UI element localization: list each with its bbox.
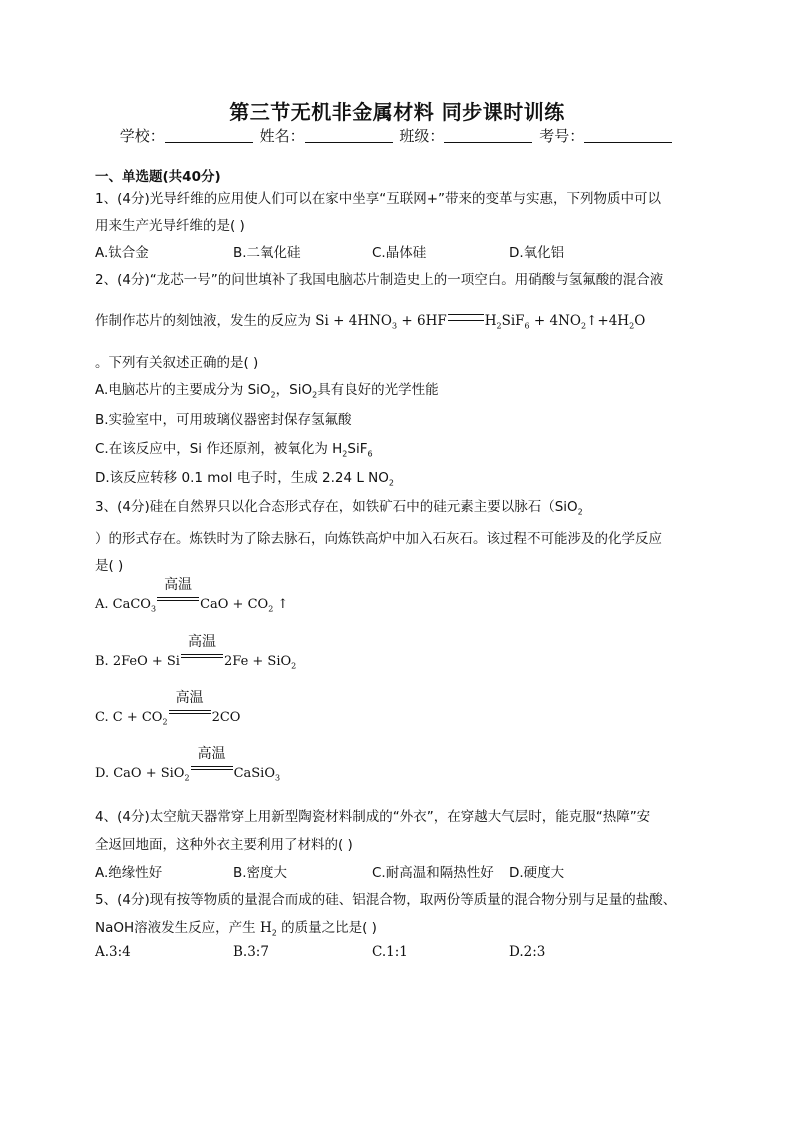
q1-line2: 用来生产光导纤维的是( ) <box>95 218 245 234</box>
q5-option-c: C.1:1 <box>372 944 408 960</box>
q2-option-a: A.电脑芯片的主要成分为 SiO$_2$，SiO$_2$具有良好的光学性能 <box>95 382 439 400</box>
condition-high-temp: 高温 <box>169 709 211 723</box>
q5-line2: NaOH溶液发生反应，产生 $H_2$ 的质量之比是( ) <box>95 920 377 938</box>
q1-option-a: A.钛合金 <box>95 245 149 261</box>
q5-option-a: A.3:4 <box>95 944 131 960</box>
examno-field[interactable] <box>584 128 672 143</box>
q4-option-a: A.绝缘性好 <box>95 865 163 881</box>
name-label: 姓名： <box>259 127 305 145</box>
q1-option-b: B.二氧化硅 <box>233 245 301 261</box>
q5-option-b: B.3:7 <box>233 944 269 960</box>
q3-option-a: A. CaCO$_3$ 高温 CaO + $CO_2$ ↑ <box>95 577 289 614</box>
school-field[interactable] <box>165 128 253 143</box>
examno-label: 考号： <box>539 127 585 145</box>
q4-option-d: D.硬度大 <box>509 865 565 881</box>
q4-line1: 4、(4分)太空航天器常穿上用新型陶瓷材料制成的“外衣”，在穿越大气层时，能克服“热障”安 <box>95 809 651 825</box>
q2-line1: 2、(4分)“龙芯一号”的问世填补了我国电脑芯片制造史上的一项空白。用硝酸与氢氟酸的混合液 <box>95 272 664 288</box>
q3-line2: ）的形式存在。炼铁时为了除去脉石，向炼铁高炉中加入石灰石。该过程不可能涉及的化学反应 <box>95 531 662 547</box>
q4-option-c: C.耐高温和隔热性好 <box>372 865 494 881</box>
q2-equation: $Si + 4HNO_3 + 6HF$ $H_2SiF_6$ + $4NO_2↑+4H_2O$ <box>315 313 646 331</box>
q3-option-c: C. $C + CO_2$ 高温 2CO <box>95 690 241 727</box>
q1-option-d: D.氧化铝 <box>509 245 565 261</box>
q3-line3: 是( ) <box>95 558 124 574</box>
q2-option-c: C.在该反应中，Si 作还原剂，被氧化为 $H_2SiF_6$ <box>95 441 373 459</box>
q2-option-d: D.该反应转移 0.1 mol 电子时，生成 2.24 L $NO_2$ <box>95 470 394 488</box>
student-info-line <box>0 125 794 146</box>
q3-option-b: B. 2FeO + Si 高温 2Fe + SiO$_2$ <box>95 634 297 671</box>
q2-option-b: B.实验室中，可用玻璃仪器密封保存氢氟酸 <box>95 412 352 428</box>
class-label: 班级： <box>399 127 445 145</box>
q1-line1: 1、(4分)光导纤维的应用使人们可以在家中坐享“互联网+”带来的变革与实惠，下列物质中可以 <box>95 191 662 207</box>
q4-option-b: B.密度大 <box>233 865 288 881</box>
class-field[interactable] <box>444 128 532 143</box>
q3-option-d: D. CaO + SiO$_2$ 高温 CaSiO$_3$ <box>95 746 281 783</box>
condition-high-temp: 高温 <box>191 765 233 779</box>
q5-line1: 5、(4分)现有按等物质的量混合而成的硅、铝混合物，取两份等质量的混合物分别与足量的盐酸、 <box>95 892 677 908</box>
condition-high-temp: 高温 <box>157 596 199 610</box>
q4-line2: 全返回地面，这种外衣主要利用了材料的( ) <box>95 837 353 853</box>
q3-line1: 3、(4分)硅在自然界只以化合态形式存在，如铁矿石中的硅元素主要以脉石（SiO$_2$ <box>95 499 583 517</box>
page-title: 第三节无机非金属材料 同步课时训练 <box>229 100 565 124</box>
q2-line3: 。下列有关叙述正确的是( ) <box>95 355 259 371</box>
condition-high-temp: 高温 <box>181 653 223 667</box>
section-title: 一、单选题(共40分) <box>95 169 221 185</box>
q2-line2: 作制作芯片的刻蚀液，发生的反应为 $Si + 4HNO_3 + 6HF$ $H_2SiF_6$ + $4NO_2↑+4H_2O$ <box>95 313 646 331</box>
q5-option-d: D.2:3 <box>509 944 546 960</box>
q1-option-c: C.晶体硅 <box>372 245 427 261</box>
name-field[interactable] <box>305 128 393 143</box>
school-label: 学校： <box>119 127 165 145</box>
